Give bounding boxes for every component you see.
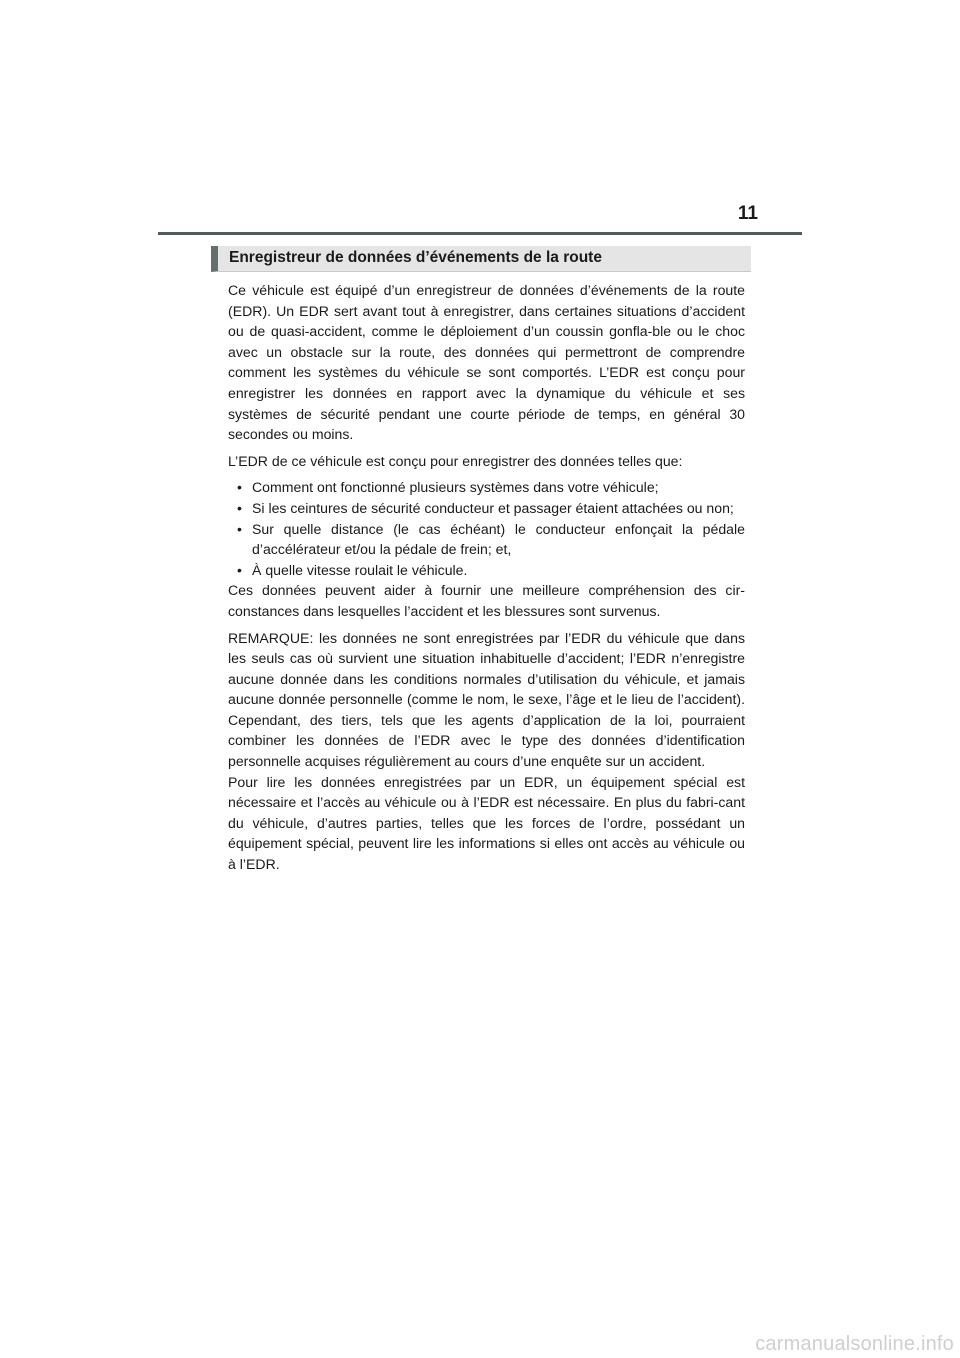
bullet-icon: • [237,520,242,537]
after-list-paragraph: Ces données peuvent aider à fournir une meilleure compréhension des cir-constances dans lesquelles l’accident et les blessures sont survenus. [228,582,745,619]
list-item [228,498,745,519]
reading-paragraph: Pour lire les données enregistrées par un EDR, un équipement spécial est nécessaire et l’accès au véhicule ou à l’EDR est nécessaire. En plus du fabri-cant du véhicule, d’autres parties, telles que les forces de l’ordre, possédant un équipement spécial, peuvent lire les informations si elles ont accès au véhicule ou à l’EDR. [228,773,745,873]
remark-paragraph: REMARQUE: les données ne sont enregistrées par l’EDR du véhicule que dans les seuls cas où survient une situation inhabituelle d’accident; l’EDR n’enregistre aucune donnée dans les conditions normales d’utilisation du véhicule, et jamais aucune donnée personnelle (comme le nom, le sexe, l’âge et le lieu de l’accident). Cependant, des tiers, tels que les agents d’application de la loi, pourraient combiner les données de l’EDR avec le type des données d’identification personnelle acquises régulièrement au cours d’une enquête sur un accident. [228,629,745,770]
watermark: carmanualsonline.info [755,1333,954,1355]
list-item [228,560,745,581]
section-heading [211,246,751,272]
header-rule [158,232,802,235]
list-item-text: Comment ont fonctionné plusieurs systèmes dans votre véhicule; [252,479,659,496]
bullet-icon: • [237,499,242,516]
list-intro-paragraph: L’EDR de ce véhicule est conçu pour enregistrer des données telles que: [228,452,683,469]
page-number: 11 [737,203,758,224]
list-item-text: Sur quelle distance (le cas échéant) le conducteur enfonçait la pédale d’accélérateur et/ou la pédale de frein; et, [252,520,745,558]
data-list [228,477,745,580]
intro-paragraph: Ce véhicule est équipé d’un enregistreur de données d’événements de la route (EDR). Un EDR sert avant tout à enregistrer, dans certaines situations d’accident ou de quasi-accident, comme le déploiement d’un coussin gonfla-ble ou le choc avec un obstacle sur la route, des données qui permettront de comprendre comment les systèmes du véhicule se sont comportés. L’EDR est conçu pour enregistrer les données en rapport avec la dynamique du véhicule et ses systèmes de sécurité pendant une courte période de temps, en général 30 secondes ou moins. [228,282,745,443]
list-item-text: Si les ceintures de sécurité conducteur et passager étaient attachées ou non; [252,499,734,516]
bullet-icon: • [237,561,242,578]
list-item [228,477,745,498]
list-item-text: À quelle vitesse roulait le véhicule. [252,561,468,578]
body-content [228,280,745,875]
list-item [228,519,745,560]
bullet-icon: • [237,479,242,496]
section-title: Enregistreur de données d’événements de la route [229,249,602,266]
